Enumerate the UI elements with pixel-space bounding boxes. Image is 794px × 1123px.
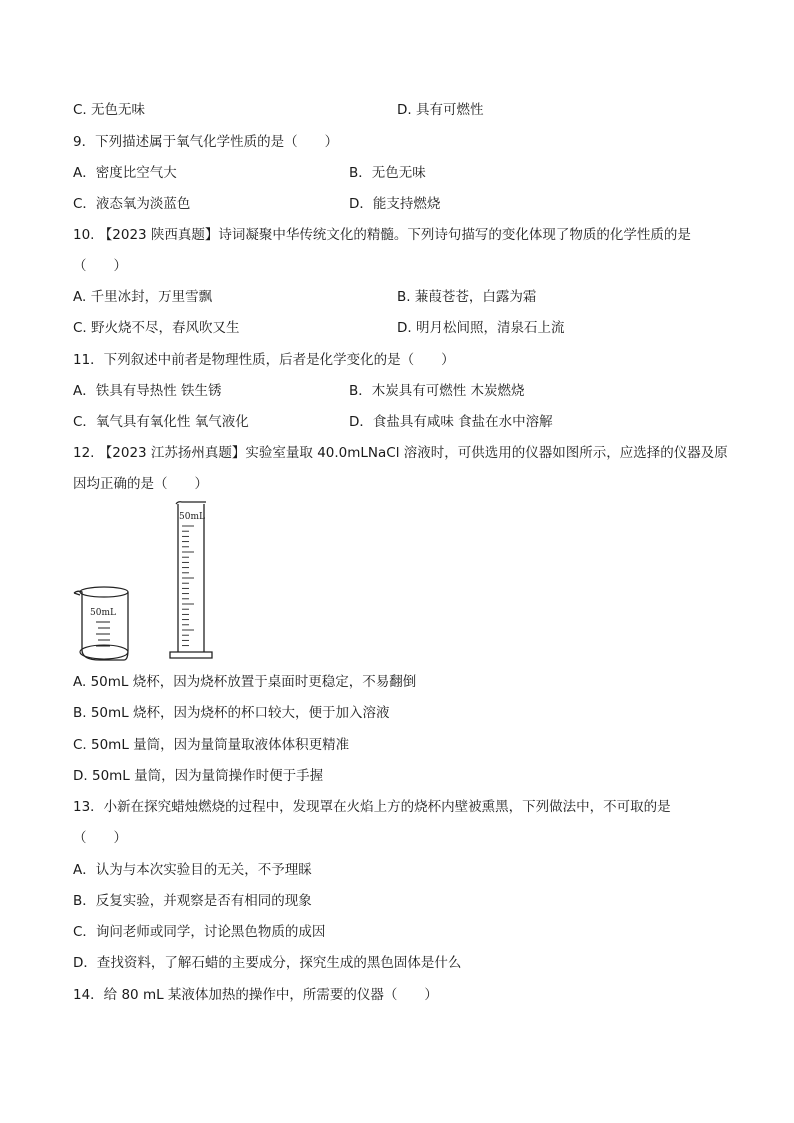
q9-option-d: D．能支持燃烧 [349,196,441,212]
q10-option-d: D. 明月松间照，清泉石上流 [397,320,565,336]
q12-option-d: D. 50mL 量筒，因为量筒操作时便于手握 [73,768,324,784]
q8-options-row [73,100,753,120]
q9-options-row-2 [73,194,753,214]
q12-option-a: A. 50mL 烧杯，因为烧杯放置于桌面时更稳定，不易翻倒 [73,674,417,690]
q9-option-a: A．密度比空气大 [73,165,177,181]
q10-options-row-2 [73,318,753,338]
q11-stem: 11．下列叙述中前者是物理性质，后者是化学变化的是（ ） [73,352,455,368]
q10-stem: 10. 【2023 陕西真题】诗词凝聚中华传统文化的精髓。下列诗句描写的变化体现了物质的化学性质的是 [73,227,691,243]
q10-options-row-1 [73,287,753,307]
q12-stem: 12. 【2023 江苏扬州真题】实验室量取 40.0mLNaCl 溶液时，可供选用的仪器如图所示，应选择的仪器及原 [73,445,728,461]
q8-option-c: C. 无色无味 [73,102,146,118]
q9-options-row-1 [73,163,753,183]
q12-option-c: C. 50mL 量筒，因为量筒量取液体体积更精准 [73,737,350,753]
lab-equipment-figure [70,500,230,665]
q13-option-d: D．查找资料，了解石蜡的主要成分，探究生成的黑色固体是什么 [73,955,462,971]
q11-option-d: D．食盐具有咸味 食盐在水中溶解 [349,414,553,430]
q11-option-b: B．木炭具有可燃性 木炭燃烧 [349,383,525,399]
beaker-capacity-label: 50mL [90,608,116,618]
q11-option-a: A．铁具有导热性 铁生锈 [73,383,222,399]
graduated-cylinder-icon [170,502,212,658]
q12-stem-continuation: 因均正确的是（ ） [73,476,208,492]
q14-stem: 14．给 80 mL 某液体加热的操作中，所需要的仪器（ ） [73,987,438,1003]
q13-option-a: A．认为与本次实验目的无关，不予理睬 [73,862,312,878]
q9-stem: 9．下列描述属于氧气化学性质的是（ ） [73,134,339,150]
q13-option-b: B．反复实验，并观察是否有相同的现象 [73,893,312,909]
q11-option-c: C．氧气具有氧化性 氧气液化 [73,414,249,430]
cylinder-capacity-label: 50mL [179,512,205,522]
q11-options-row-1 [73,381,753,401]
q12-option-b: B. 50mL 烧杯，因为烧杯的杯口较大，便于加入溶液 [73,705,390,721]
q9-option-c: C．液态氧为淡蓝色 [73,196,191,212]
q10-option-c: C. 野火烧不尽，春风吹又生 [73,320,240,336]
q13-stem: 13．小新在探究蜡烛燃烧的过程中，发现罩在火焰上方的烧杯内壁被熏黑，下列做法中，不可取的是 [73,799,671,815]
q13-option-c: C．询问老师或同学，讨论黑色物质的成因 [73,924,326,940]
beaker-icon [74,587,128,660]
q11-options-row-2 [73,412,753,432]
q9-option-b: B．无色无味 [349,165,426,181]
q10-stem-continuation: （ ） [73,258,127,274]
q13-stem-continuation: （ ） [73,830,127,846]
q10-option-a: A. 千里冰封，万里雪飘 [73,289,213,305]
q8-option-d: D. 具有可燃性 [397,102,484,118]
q10-option-b: B. 蒹葭苍苍，白露为霜 [397,289,537,305]
